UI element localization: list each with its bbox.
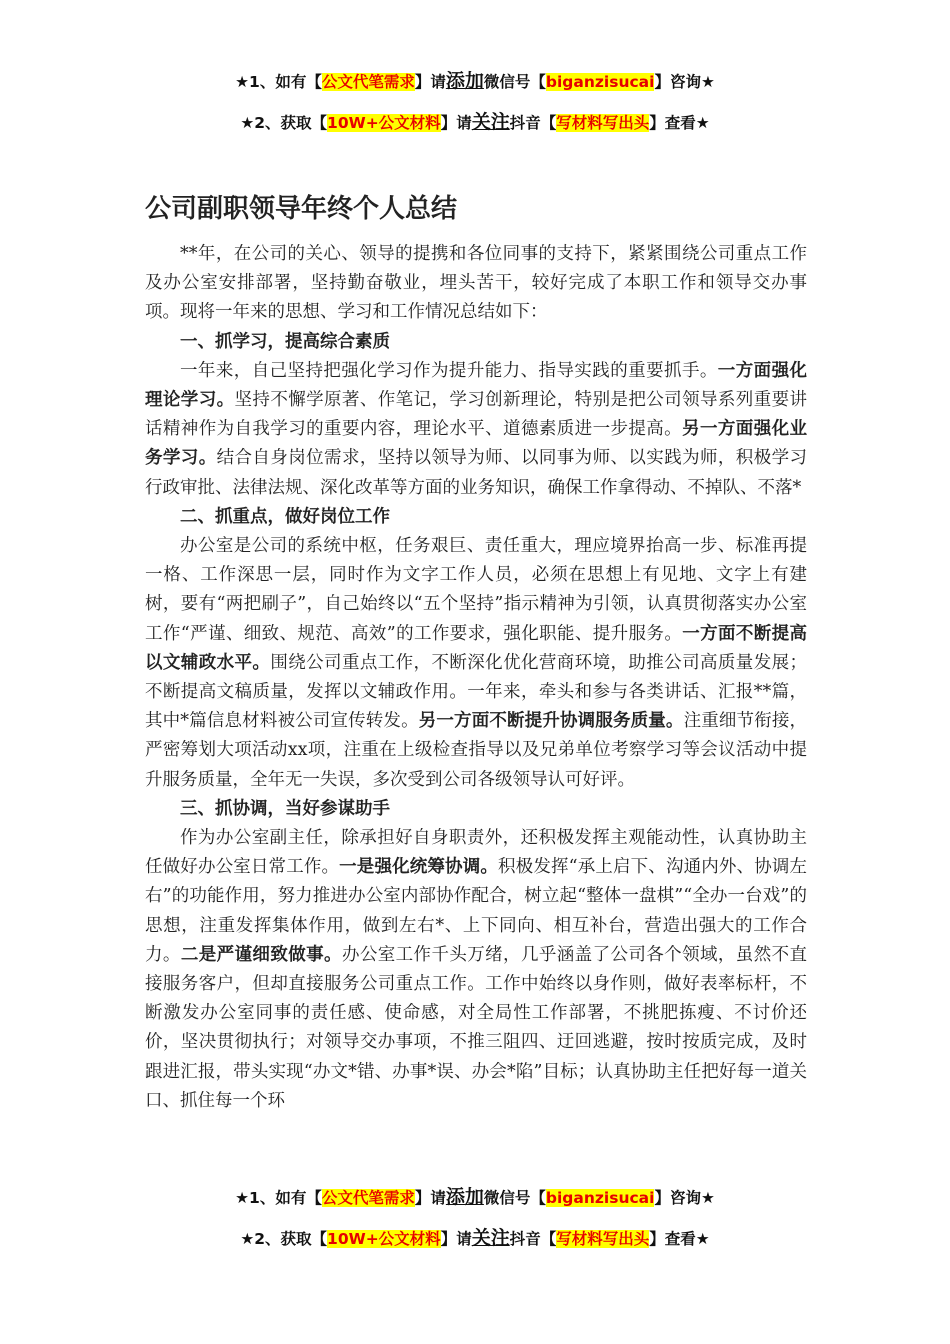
intro-paragraph: **年，在公司的关心、领导的提携和各位同事的支持下，紧紧围绕公司重点工作及办公室安排部署，坚持勤奋敬业，埋头苦干，较好完成了本职工作和领导交办事项。现将一年来的思想、学习和工作情况总结如下：: [145, 244, 807, 323]
section-paragraph-2: 办公室是公司的系统中枢，任务艰巨、责任重大，理应境界抬高一步、标准再提一格、工作深思一层，同时作为文字工作人员，必须在思想上有见地、文字上有建树，要有“两把刷子”，自己始终以“五个坚持”指示精神为引领，认真贯彻落实办公室工作“严谨、细致、规范、高效”的工作要求，强化职能、提升服务。一方面不断提高以文辅政水平。围绕公司重点工作，不断深化优化营商环境，助推公司高质量发展；不断提高文稿质量，发挥以文辅政作用。一年来，牵头和参与各类讲话、汇报**篇，其中*篇信息材料被公司宣传转发。另一方面不断提升协调服务质量。注重细节衔接，严密筹划大项活动xx项，注重在上级检查指导以及兄弟单位考察学习等会议活动中提升服务质量，全年无一失误，多次受到公司各级领导认可好评。: [145, 536, 808, 790]
document-title: 公司副职领导年终个人总结: [145, 194, 458, 224]
promo-highlight: 公文代笔需求: [321, 1189, 415, 1207]
douyin-account-highlight: 写材料写出头: [556, 114, 650, 132]
promo-text: ★1、如有【: [235, 73, 322, 91]
document-body: [145, 240, 807, 1116]
section-heading-2: 二、抓重点，做好岗位工作: [180, 506, 390, 527]
promo-text: 】咨询★: [654, 1189, 715, 1207]
promo-highlight: 10W+公文材料: [327, 114, 441, 132]
promo-emphasis: 关注: [471, 111, 510, 133]
promo-text: 】查看★: [649, 114, 710, 132]
promo-text: 】查看★: [649, 1230, 710, 1248]
promo-highlight: 公文代笔需求: [321, 73, 415, 91]
bold-lead: 另一方面不断提升协调服务质量。: [418, 711, 684, 732]
promo-text: 】请: [440, 1230, 472, 1248]
section-heading-3: 三、抓协调，当好参谋助手: [180, 798, 390, 819]
section-heading-1: 一、抓学习，提高综合素质: [180, 331, 390, 352]
promo-text: 微信号【: [483, 1189, 546, 1207]
bold-lead: 一方面不断提高以文辅政水平。: [145, 623, 807, 673]
promo-text: 】请: [414, 1189, 446, 1207]
section-paragraph-1: 一年来，自己坚持把强化学习作为提升能力、指导实践的重要抓手。一方面强化理论学习。坚持不懈学原著、作笔记，学习创新理论，特别是把公司领导系列重要讲话精神作为自我学习的重要内容，理论水平、道德素质进一步提高。另一方面强化业务学习。结合自身岗位需求，坚持以领导为师、以同事为师、以实践为师，积极学习行政审批、法律法规、深化改革等方面的业务知识，确保工作拿得动、不掉队、不落*: [145, 360, 808, 498]
promo-text: ★2、获取【: [240, 114, 328, 132]
bold-lead: 一是强化统筹协调。: [339, 857, 499, 878]
promo-text: 微信号【: [483, 73, 546, 91]
promo-text: 】请: [414, 73, 446, 91]
bold-lead: 一方面强化理论学习。: [145, 360, 808, 411]
promo-emphasis: 关注: [471, 1227, 510, 1249]
bold-lead: 另一方面强化业务学习。: [145, 419, 808, 469]
promo-line-2-top: [0, 111, 950, 134]
bold-lead: 二是严谨细致做事。: [180, 944, 342, 965]
promo-text: 】咨询★: [654, 73, 715, 91]
wechat-id-highlight: biganzisucai: [545, 1189, 655, 1207]
wechat-id-highlight: biganzisucai: [545, 73, 655, 91]
promo-text: ★1、如有【: [235, 1189, 322, 1207]
promo-text: 抖音【: [509, 114, 557, 132]
promo-emphasis: 添加: [445, 70, 484, 92]
section-paragraph-3: 作为办公室副主任，除承担好自身职责外，还积极发挥主观能动性，认真协助主任做好办公室日常工作。一是强化统筹协调。积极发挥“承上启下、沟通内外、协调左右”的功能作用，努力推进办公室内部协作配合，树立起“整体一盘棋”“全办一台戏”的思想，注重发挥集体作用，做到左右*、上下同向、相互补台，营造出强大的工作合力。二是严谨细致做事。办公室工作千头万绪，几乎涵盖了公司各个领域，虽然不直接服务客户，但却直接服务公司重点工作。工作中始终以身作则，做好表率标杆，不断激发办公室同事的责任感、使命感，对全局性工作部署，不挑肥拣瘦、不讨价还价，坚决贯彻执行；对领导交办事项，不推三阻四、迂回逃避，按时按质完成，及时跟进汇报，带头实现“办文*错、办事*误、办会*陷”目标；认真协助主任把好每一道关口、抓住每一个环: [145, 828, 808, 1111]
promo-text: 】请: [440, 114, 472, 132]
promo-line-2-bottom: [0, 1227, 950, 1250]
promo-highlight: 10W+公文材料: [327, 1230, 441, 1248]
promo-line-1-bottom: [0, 1186, 950, 1209]
promo-line-1-top: [0, 70, 950, 93]
promo-text: ★2、获取【: [240, 1230, 328, 1248]
douyin-account-highlight: 写材料写出头: [556, 1230, 650, 1248]
promo-text: 抖音【: [509, 1230, 557, 1248]
promo-emphasis: 添加: [445, 1186, 484, 1208]
